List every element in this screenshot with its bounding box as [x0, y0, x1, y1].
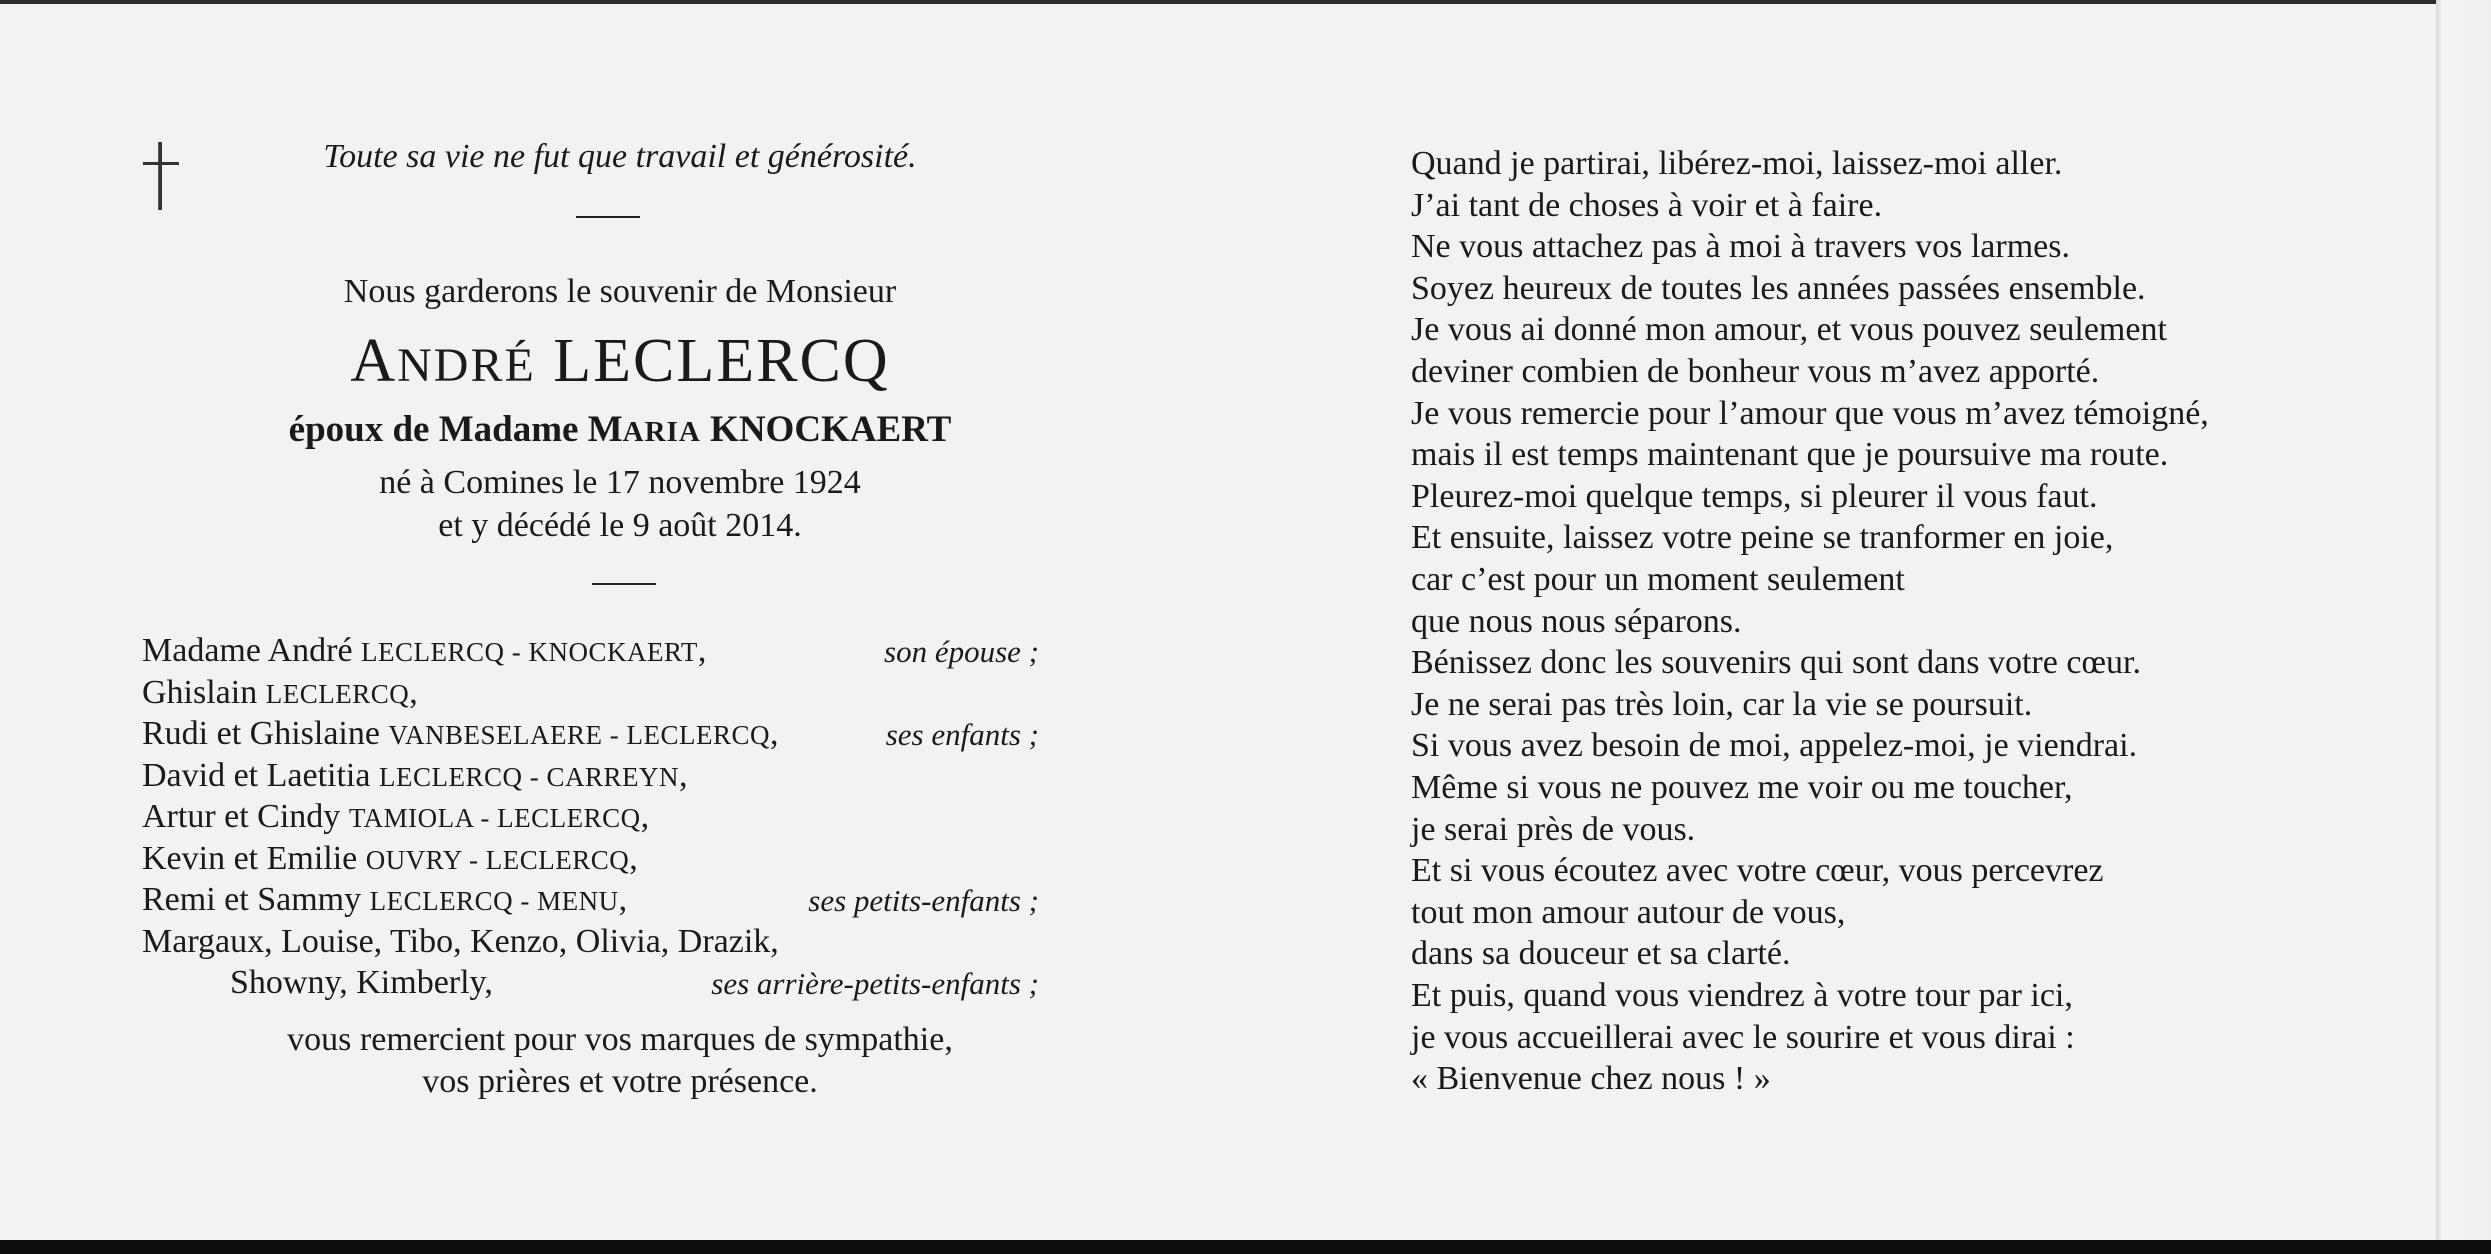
family-member-line: [142, 757, 687, 795]
family-member-names: Kevin et Emilie: [142, 839, 366, 877]
poem-line: Bénissez donc les souvenirs qui sont dans votre cœur.: [1411, 644, 2141, 682]
poem-line: « Bienvenue chez nous ! »: [1411, 1060, 1771, 1098]
punctuation: ,: [640, 798, 650, 835]
poem-line: Si vous avez besoin de moi, appelez-moi, je viendrai.: [1411, 727, 2138, 765]
family-member-line: [142, 715, 778, 753]
poem-line: mais il est temps maintenant que je poursuive ma route.: [1411, 436, 2169, 474]
poem-line: Et ensuite, laissez votre peine se tranformer en joie,: [1411, 519, 2114, 557]
motto: Toute sa vie ne fut que travail et générosité.: [323, 138, 917, 175]
family-surname: LECLERCQ - KNOCKAERT: [361, 637, 698, 667]
family-member-line: [142, 674, 418, 712]
punctuation: ,: [678, 756, 688, 794]
poem-line: tout mon amour autour de vous,: [1411, 893, 1846, 931]
poem-line: Je ne serai pas très loin, car la vie se poursuit.: [1411, 685, 2033, 723]
family-member-line: [142, 881, 627, 919]
family-member-line: [142, 798, 649, 836]
poem-line: Et puis, quand vous viendrez à votre tour par ici,: [1411, 977, 2073, 1014]
family-member-line: [142, 840, 638, 878]
family-surname: TAMIOLA - LECLERCQ: [348, 803, 641, 833]
divider: [576, 216, 640, 218]
thanks-line: vous remercient pour vos marques de sympathie,: [287, 1021, 953, 1058]
punctuation: ,: [629, 839, 638, 877]
poem-line: je vous accueillerai avec le sourire et vous dirai :: [1411, 1018, 2075, 1056]
memorial-card: [0, 4, 2436, 1243]
intro-text: Nous garderons le souvenir de Monsieur: [343, 273, 897, 310]
scan-right-edge: [2436, 0, 2491, 1254]
spouse-line: époux de Madame MARIA KNOCKAERT: [288, 409, 952, 450]
poem-line: Soyez heureux de toutes les années passées ensemble.: [1411, 269, 2146, 307]
family-member-names: Margaux, Louise, Tibo, Kenzo, Olivia, Drazik,: [142, 922, 779, 960]
poem-line: je serai près de vous.: [1411, 810, 1696, 848]
family-role: ses enfants ;: [885, 717, 1039, 752]
divider: [592, 583, 656, 585]
poem-line: Pleurez-moi quelque temps, si pleurer il vous faut.: [1411, 477, 2098, 515]
punctuation: ,: [409, 673, 418, 711]
poem-line: car c’est pour un moment seulement: [1411, 561, 1905, 598]
family-member-line: [230, 964, 493, 1002]
punctuation: ,: [769, 715, 779, 752]
poem-line: dans sa douceur et sa clarté.: [1411, 935, 1791, 973]
death-line: et y décédé le 9 août 2014.: [438, 507, 802, 544]
poem-line: Ne vous attachez pas à moi à travers vos larmes.: [1411, 228, 2070, 266]
family-member-names: Showny, Kimberly,: [230, 964, 493, 1001]
family-member-names: Ghislain: [142, 673, 266, 711]
poem-line: deviner combien de bonheur vous m’avez apporté.: [1411, 353, 2100, 390]
family-surname: LECLERCQ - CARREYN: [378, 761, 679, 792]
poem-line: que nous nous séparons.: [1411, 602, 1742, 640]
thanks-line: vos prières et votre présence.: [422, 1063, 818, 1100]
poem-line: J’ai tant de choses à voir et à faire.: [1411, 186, 1883, 224]
family-member-names: Rudi et Ghislaine: [142, 715, 389, 752]
poem-line: Je vous remercie pour l’amour que vous m’avez témoigné,: [1411, 394, 2209, 432]
family-member-line: [142, 923, 779, 961]
deceased-name: ANDRÉ LECLERCQ: [350, 327, 890, 395]
family-member-line: [142, 632, 706, 670]
poem-line: Je vous ai donné mon amour, et vous pouvez seulement: [1411, 311, 2167, 349]
family-member-names: Artur et Cindy: [142, 798, 349, 835]
family-surname: VANBESELAERE - LECLERCQ: [388, 720, 770, 750]
family-member-names: David et Laetitia: [142, 756, 379, 794]
punctuation: ,: [618, 881, 628, 918]
punctuation: ,: [697, 632, 707, 669]
poem-line: Quand je partirai, libérez-moi, laissez-moi aller.: [1411, 145, 2063, 182]
poem-line: Même si vous ne pouvez me voir ou me toucher,: [1411, 769, 2073, 806]
family-surname: OUVRY - LECLERCQ: [365, 844, 630, 875]
family-member-names: Remi et Sammy: [142, 881, 370, 918]
family-surname: LECLERCQ: [265, 678, 410, 709]
family-member-names: Madame André: [142, 632, 362, 669]
poem-line: Et si vous écoutez avec votre cœur, vous percevrez: [1411, 852, 2104, 890]
family-surname: LECLERCQ - MENU: [369, 886, 619, 916]
family-role: ses arrière-petits-enfants ;: [711, 966, 1039, 1001]
scan-bottom-edge: [0, 1240, 2491, 1254]
birth-line: né à Comines le 17 novembre 1924: [379, 464, 861, 501]
family-role: ses petits-enfants ;: [808, 883, 1039, 918]
family-role: son épouse ;: [884, 634, 1039, 669]
